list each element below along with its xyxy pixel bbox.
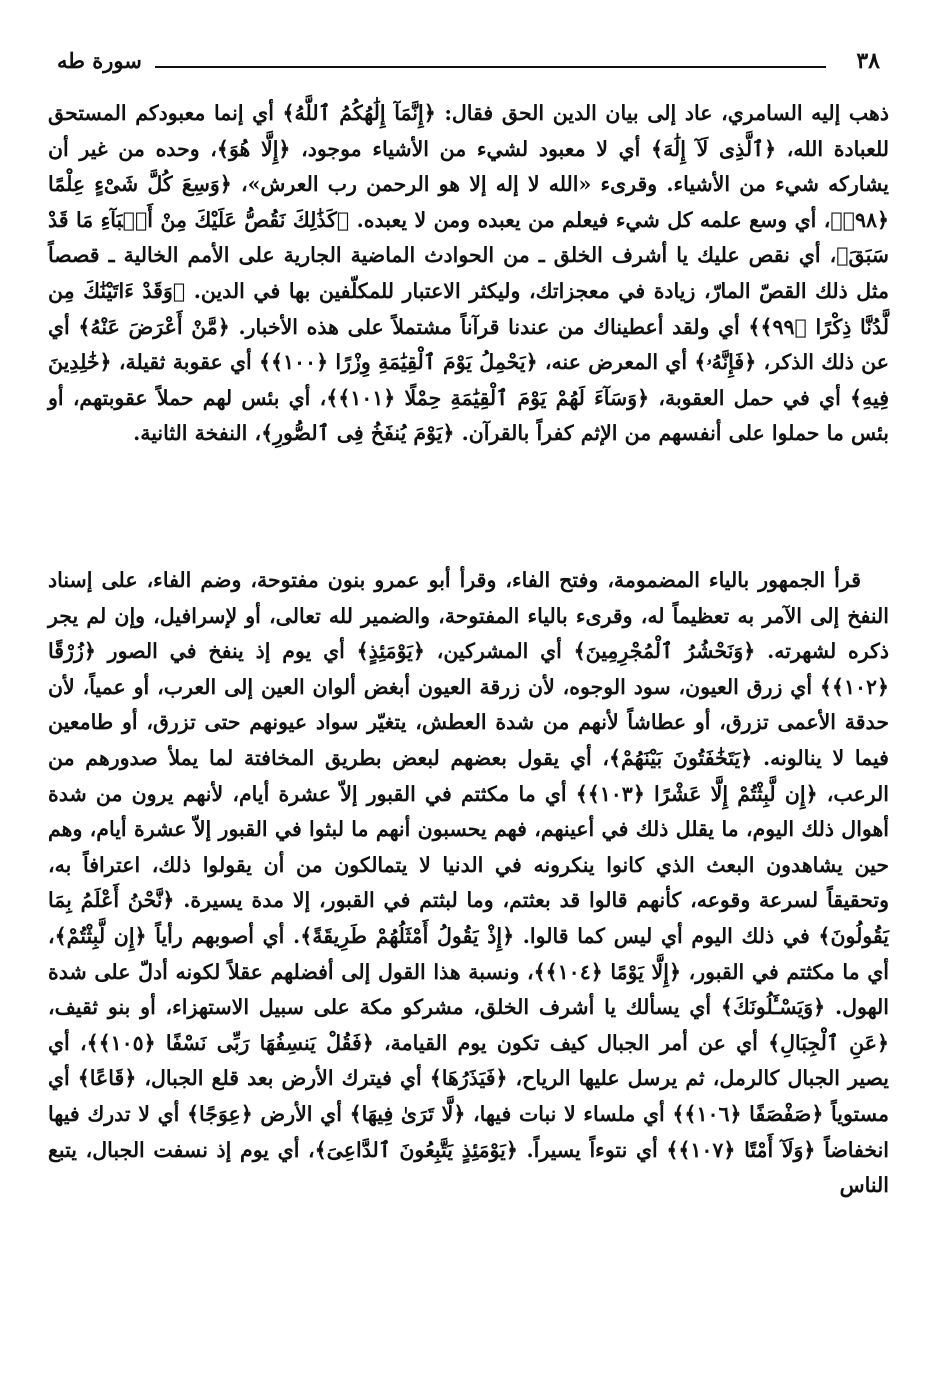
- paragraph-1: [48, 96, 889, 452]
- page-number: ٣٨: [856, 48, 880, 74]
- page-header: [55, 46, 884, 80]
- surah-name: سورة طه: [57, 48, 142, 73]
- header-rule: [155, 66, 826, 68]
- paragraph-2: [48, 563, 889, 1204]
- paragraph-2-text: قرأ الجمهور بالياء المضمومة، وفتح الفاء، وقرأ أبو عمرو بنون مفتوحة، وضم الفاء، على إسناد النفخ إلى الآمر به تعظيماً له، وقرىء بالياء المفتوحة، والضمير لله تعالى، أو لإسرافيل، وإن لم يجر ذكره لشهرته. ﴿وَنَحْشُرُ ٱلْمُجْرِمِينَ﴾ أي المشركين، ﴿يَوْمَئِذٍ﴾ أي يوم إذ ينفخ في الصور ﴿زُرْقًا ﴿١٠٢﴾﴾ أي زرق العيون، سود الوجوه، لأن زرقة العيون أبغض ألوان العين إلى العرب، أو عمياً، لأن حدقة الأعمى تزرق، أو عطاشاً لأنهم من شدة العطش، يتغيّر سواد عيونهم حتى تزرق، أو طامعين فيما لا ينالونه. ﴿يَتَخَٰفَتُونَ بَيْنَهُمْ﴾، أي يقول بعضهم لبعض بطريق المخافتة لما يملأ صدورهم من الرعب، ﴿إِن لَّبِثْتُمْ إِلَّا عَشْرًا ﴿١٠٣﴾﴾ أي ما مكثتم في القبور إلاّ عشرة أيام، لأنهم يرون من شدة أهوال ذلك اليوم، ما يقلل ذلك في أعينهم، فهم يحسبون أنهم ما لبثوا في القبور إلاّ عشرة أيام، وهم حين يشاهدون البعث الذي كانوا ينكرونه في الدنيا لا يتمالكون من أن يقولوا ذلك، اعترافاً به، وتحقيقاً لسرعة وقوعه، كأنهم قالوا قد بعثتم، وما لبثتم في القبور، إلا مدة يسيرة. ﴿نَّحْنُ أَعْلَمُ بِمَا يَقُولُونَ﴾ في ذلك اليوم أي ليس كما قالوا. ﴿إِذْ يَقُولُ أَمْثَلُهُمْ طَرِيقَةً﴾. أي أصوبهم رأياً ﴿إِن لَّبِثْتُمْ﴾، أي ما مكثتم في القبور، ﴿إِلَّا يَوْمًا ﴿١٠٤﴾﴾، ونسبة هذا القول إلى أفضلهم عقلاً لكونه أدلّ على شدة الهول. ﴿وَيَسْـَٔلُونَكَ﴾ أي يسألك يا أشرف الخلق، مشركو مكة على سبيل الاستهزاء، أو بنو ثقيف، ﴿عَنِ ٱلْجِبَالِ﴾ أي عن أمر الجبال كيف تكون يوم القيامة، ﴿فَقُلْ يَنسِفُهَا رَبِّى نَسْفًا ﴿١٠٥﴾﴾، أي يصير الجبال كالرمل، ثم يرسل عليها الرياح، ﴿فَيَذَرُهَا﴾ أي فيترك الأرض بعد قلع الجبال، ﴿قَاعًا﴾ أي مستوياً ﴿صَفْصَفًا ﴿١٠٦﴾﴾ أي ملساء لا نبات فيها، ﴿لَّا تَرَىٰ فِيهَا﴾ أي الأرض ﴿عِوَجًا﴾ أي لا تدرك فيها انخفاضاً ﴿وَلَآ أَمْتًا ﴿١٠٧﴾﴾ أي نتوءاً يسيراً. ﴿يَوْمَئِذٍ يَتَّبِعُونَ ٱلدَّاعِىَ﴾، أي يوم إذ نسفت الجبال، يتبع الناس: [48, 568, 889, 1198]
- paragraph-1-text: ذهب إليه السامري، عاد إلى بيان الدين الحق فقال: ﴿إِنَّمَآ إِلَٰهُكُمُ ٱللَّهُ﴾ أي إنما معبودكم المستحق للعبادة الله، ﴿ٱلَّذِى لَآ إِلَٰهَ﴾ أي لا معبود لشيء من الأشياء موجود، ﴿إِلَّا هُوَ﴾، وحده من غير أن يشاركه شيء من الأشياء. وقرىء «الله لا إله إلا هو الرحمن رب العرش»، ﴿وَسِعَ كُلَّ شَىْءٍ عِلْمًا ﴿٩٨﴾﴾، أي وسع علمه كل شيء فيعلم من يعبده ومن لا يعبده. ﴿كَذَٰلِكَ نَقُصُّ عَلَيْكَ مِنْ أَنۢبَآءِ مَا قَدْ سَبَقَ﴾، أي نقص عليك يا أشرف الخلق ـ من الحوادث الماضية الجارية على الأمم الخالية ـ قصصاً مثل ذلك القصّ المارّ، زيادة في معجزاتك، وليكثر الاعتبار للمكلّفين بها في الدين. ﴿وَقَدْ ءَاتَيْنَٰكَ مِن لَّدُنَّا ذِكْرًا ﴿٩٩﴾﴾ أي ولقد أعطيناك من عندنا قرآناً مشتملاً على هذه الأخبار. ﴿مَّنْ أَعْرَضَ عَنْهُ﴾ أي عن ذلك الذكر، ﴿فَإِنَّهُۥ﴾ أي المعرض عنه، ﴿يَحْمِلُ يَوْمَ ٱلْقِيَٰمَةِ وِزْرًا ﴿١٠٠﴾﴾ أي عقوبة ثقيلة، ﴿خَٰلِدِينَ فِيهِ﴾ أي في حمل العقوبة، ﴿وَسَآءَ لَهُمْ يَوْمَ ٱلْقِيَٰمَةِ حِمْلًا ﴿١٠١﴾﴾، أي بئس لهم حملاً عقوبتهم، أو بئس ما حملوا على أنفسهم من الإثم كفراً بالقرآن. ﴿يَوْمَ يُنفَخُ فِى ٱلصُّورِ﴾، النفخة الثانية.: [48, 101, 889, 446]
